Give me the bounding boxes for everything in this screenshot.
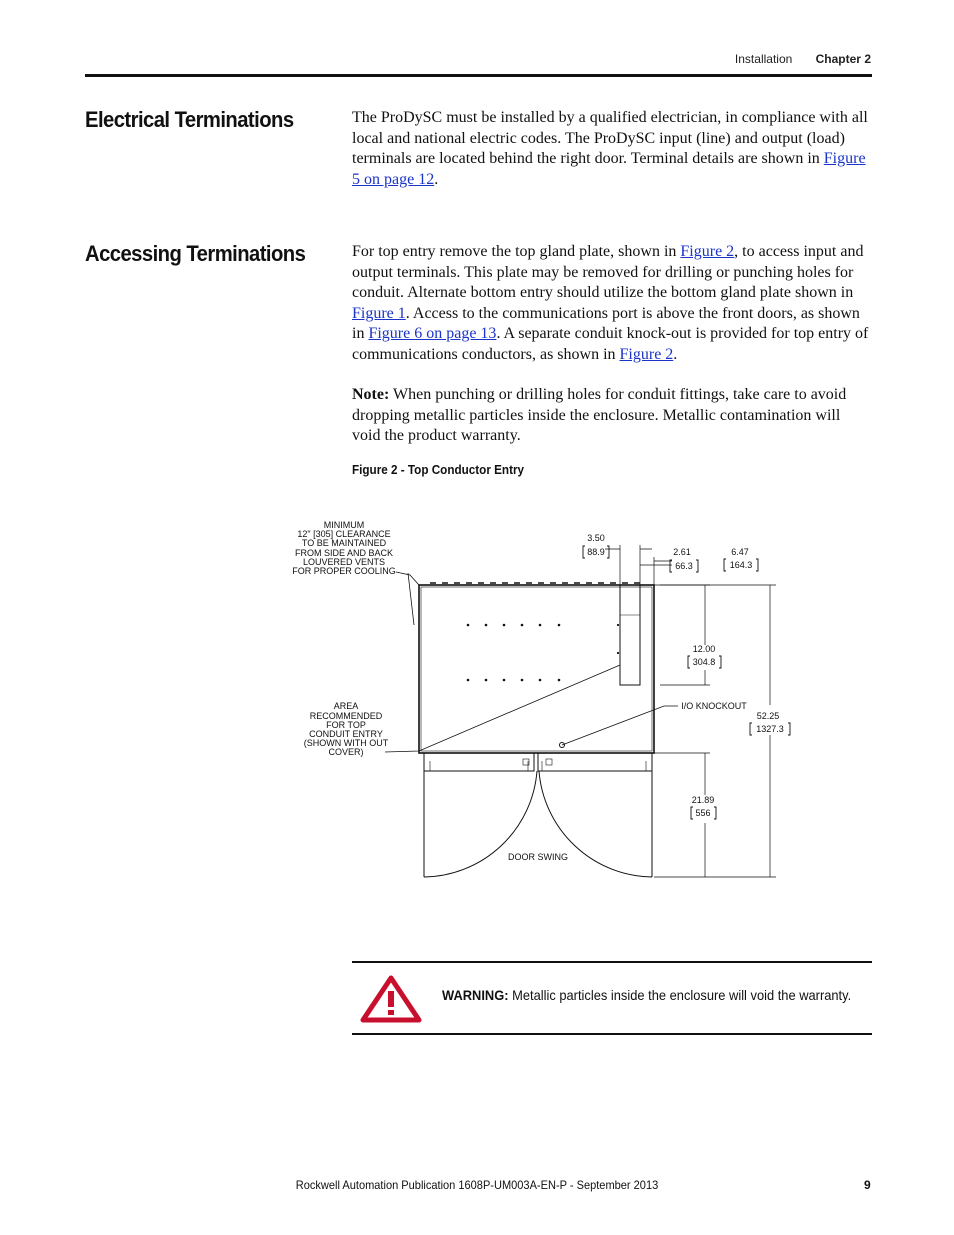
area-line-6: COVER) [328, 747, 364, 757]
bolt-dots [467, 624, 619, 682]
electrical-end: . [434, 170, 439, 188]
accessing-text-a: For top entry remove the top gland plate, shown in [352, 243, 681, 260]
header-chapter: Chapter 2 [815, 52, 871, 66]
dim-88-9: 88.9 [587, 547, 605, 557]
dim-2-61: 2.61 [673, 547, 691, 557]
area-line-4: CONDUIT ENTRY [309, 729, 383, 739]
dim-556: 556 [695, 808, 711, 818]
dim-6-47: 6.47 [731, 547, 749, 557]
area-note [304, 701, 389, 757]
warning-message: Metallic particles inside the enclosure will void the warranty. [508, 987, 852, 1003]
accessing-text-e: . [673, 345, 678, 363]
heading-accessing-terminations: Accessing Terminations [85, 241, 306, 266]
running-header [0, 52, 871, 66]
header-section: Installation [734, 52, 793, 66]
footer-publication: Rockwell Automation Publication 1608P-UM003A-EN-P - September 2013 [295, 1178, 659, 1192]
note-label: Note: [352, 386, 390, 403]
dim-164-3: 164.3 [729, 560, 753, 570]
clearance-line-3: TO BE MAINTAINED [301, 538, 387, 548]
figure-caption: Figure 2 - Top Conductor Entry [352, 462, 525, 477]
clearance-line-2: 12" [305] CLEARANCE [297, 529, 391, 539]
area-line-3: FOR TOP [326, 720, 366, 730]
dim-66-3: 66.3 [675, 561, 693, 571]
electrical-text: The ProDySC must be installed by a qualified electrician, in compliance with all local and national electric codes. The ProDySC input (line) and output (load) terminals are located behind the right door. Terminal details are shown in [352, 109, 868, 167]
area-line-5: (SHOWN WITH OUT [303, 738, 389, 748]
warning-label: WARNING: [442, 987, 509, 1003]
clearance-line-5: LOUVERED VENTS [302, 557, 386, 567]
dim-1327-3: 1327.3 [756, 724, 784, 734]
dim-12-00: 12.00 [692, 644, 716, 654]
dim-21-89: 21.89 [691, 795, 715, 805]
link-figure-2[interactable]: Figure 2 [680, 243, 735, 260]
io-knockout-label: I/O KNOCKOUT [681, 701, 747, 711]
enclosure-outline [419, 585, 654, 753]
clearance-note [292, 520, 396, 576]
link-figure-2-second[interactable]: Figure 2 [619, 345, 674, 363]
link-figure-6[interactable]: Figure 6 on page 13 [368, 325, 497, 342]
link-figure-1[interactable]: Figure 1 [352, 304, 406, 322]
note-text: When punching or drilling holes for conduit fittings, take care to avoid dropping metallic particles inside the enclosure. Metallic contamination will void the product warranty. [352, 386, 847, 444]
dim-304-8: 304.8 [692, 657, 716, 667]
warning-triangle-icon [360, 975, 422, 1023]
link-figure-5[interactable]: Figure 5 on page 12 [352, 150, 866, 188]
dim-3-50: 3.50 [587, 533, 605, 543]
dim-52-25: 52.25 [756, 711, 780, 721]
page-number: 9 [864, 1178, 871, 1192]
electrical-body [352, 108, 872, 190]
accessing-text-c: . Access to the communications port is above the front doors, as shown in [352, 304, 860, 342]
clearance-line-1: MINIMUM [323, 520, 365, 530]
clearance-line-4: FROM SIDE AND BACK [294, 548, 394, 558]
area-line-2: RECOMMENDED [309, 711, 383, 721]
area-line-1: AREA [333, 701, 359, 711]
header-rule [85, 74, 872, 77]
accessing-text-d: . A separate conduit knock-out is provided for top entry of communications conductors, as shown in [352, 325, 869, 363]
clearance-line-6: FOR PROPER COOLING [292, 566, 396, 576]
note-paragraph [352, 385, 872, 447]
top-conductor-entry-drawing [280, 505, 800, 885]
heading-electrical-terminations: Electrical Terminations [85, 107, 294, 132]
door-swing-label: DOOR SWING [508, 852, 568, 862]
warning-text [442, 987, 851, 1003]
accessing-body [352, 242, 872, 447]
warning-box [352, 961, 872, 1035]
accessing-text-b: , to access input and output terminals. This plate may be removed for drilling or punching holes for conduit. Alternate bottom entry should utilize the bottom gland plate shown in [352, 243, 864, 301]
